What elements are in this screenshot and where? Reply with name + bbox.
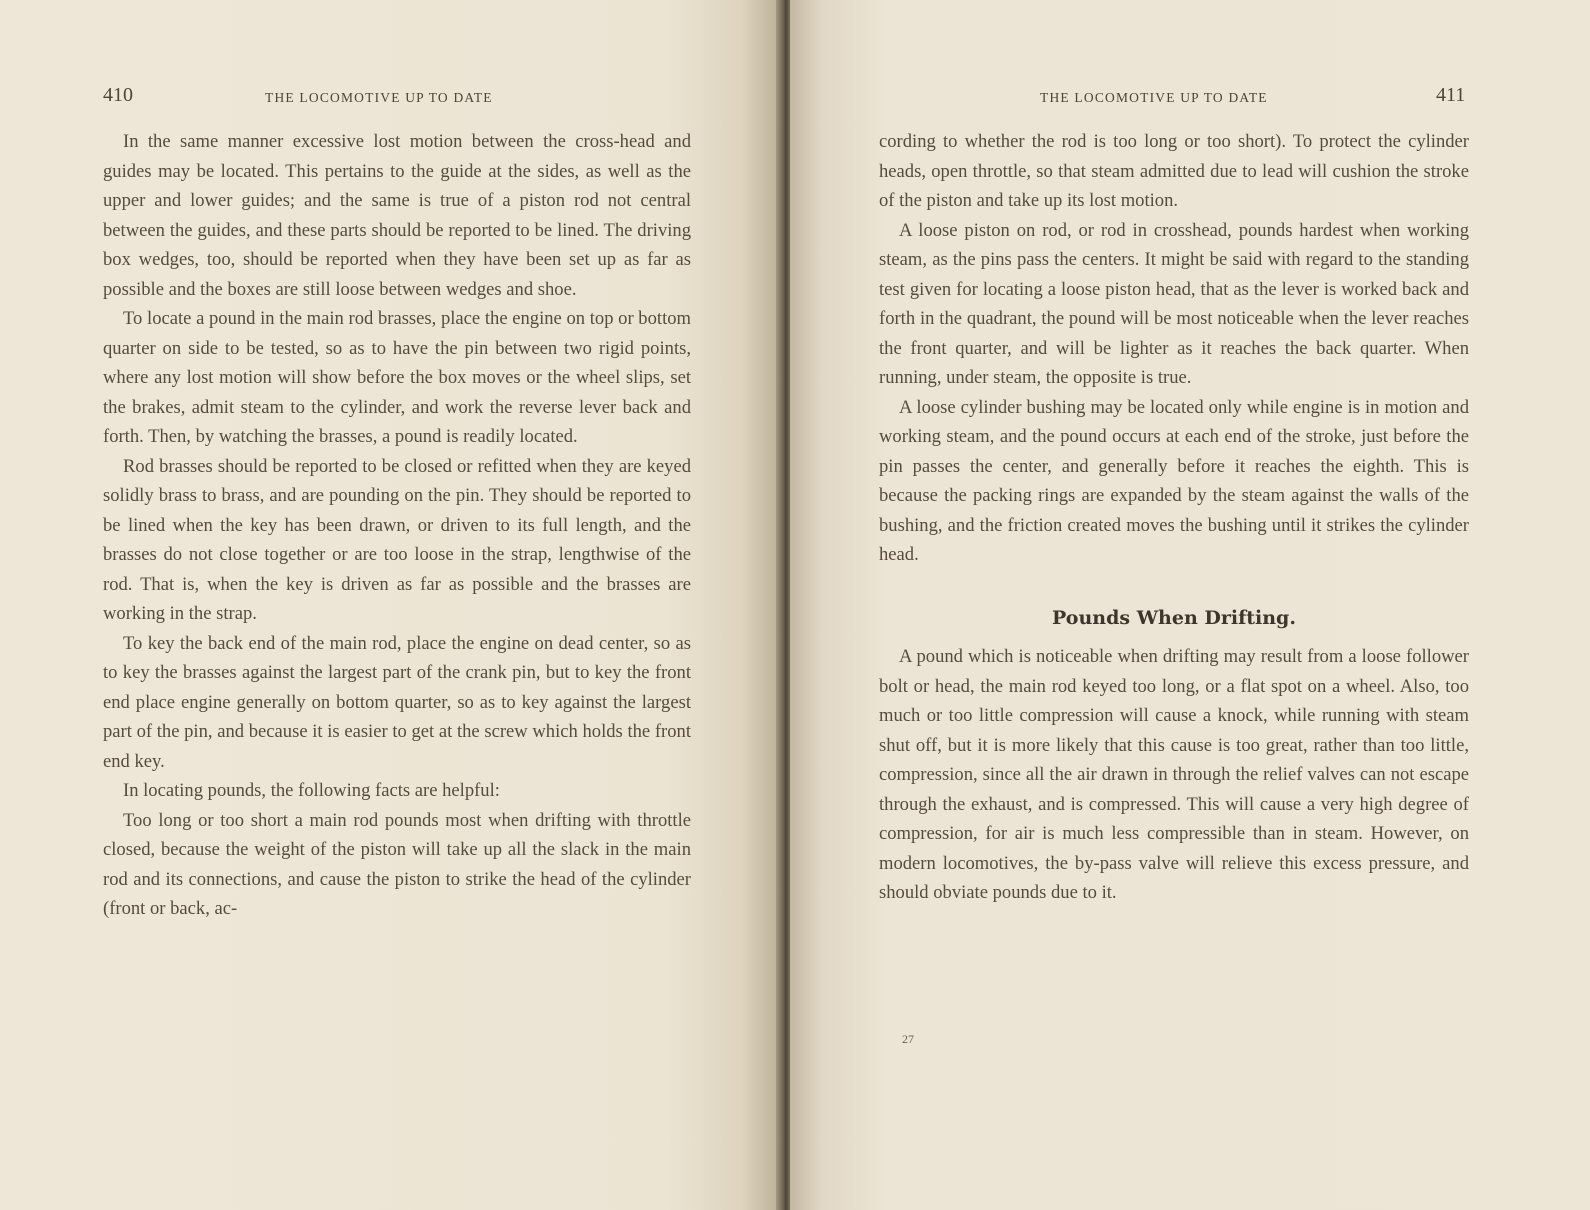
signature-mark: 27 <box>902 1032 914 1046</box>
paragraph: A pound which is noticeable when drifting may result from a loose follower bolt or head, the main rod keyed too long, or a flat spot on a wheel. Also, too much or too little compression will cause a knock, while running with steam shut off, but it is more likely that this cause is too great, rather than too little, compression, since all the air drawn in through the relief valves can not escape through the exhaust, and is compressed. This will cause a very high degree of compression, for air is much less compressible than in steam. However, on modern locomotives, the by-pass valve will relieve this excess pressure, and should obviate pounds due to it. <box>879 646 1469 903</box>
paragraph: A loose cylinder bushing may be located only while engine is in motion and working steam, and the pound occurs at each end of the stroke, just before the pin passes the center, and generally before it reaches the eighth. This is because the packing rings are expanded by the steam against the walls of the bushing, and the friction created moves the bushing until it strikes the cylinder head. <box>879 396 1469 565</box>
paragraph: cording to whether the rod is too long or too short). To protect the cylinder heads, open throttle, so that steam admitted due to lead will cushion the stroke of the piston and take up its lost motion. <box>879 131 1469 211</box>
paragraph: To locate a pound in the main rod brasses, place the engine on top or bottom quarter on side to be tested, so as to have the pin between two rigid points, where any lost motion will show before the box moves or the wheel slips, set the brakes, admit steam to the cylinder, and work the reverse lever back and forth. Then, by watching the brasses, a pound is readily located. <box>103 308 691 447</box>
paragraph: Too long or too short a main rod pounds most when drifting with throttle closed, because the weight of the piston will take up all the slack in the main rod and its connections, and cause the piston to strike the head of the cylinder (front or back, ac- <box>103 809 691 919</box>
paragraph: Rod brasses should be reported to be closed or refitted when they are keyed solidly brass to brass, and are pounding on the pin. They should be reported to be lined when the key has been drawn, or driven to its full length, and the brasses do not close together or are too loose in the strap, lengthwise of the rod. That is, when the key is driven as far as possible and the brasses are working in the strap. <box>103 455 691 624</box>
paragraph: In locating pounds, the following facts are helpful: <box>123 780 500 801</box>
right-page-number: 411 <box>1436 84 1466 106</box>
left-running-head: THE LOCOMOTIVE UP TO DATE <box>265 90 493 105</box>
left-page <box>0 0 782 1210</box>
paragraph: A loose piston on rod, or rod in crosshead, pounds hardest when working steam, as the pins pass the centers. It might be said with regard to the standing test given for locating a loose piston head, that as the lever is worked back and forth in the quadrant, the pound will be most noticeable when the lever reaches the front quarter, and will be lighter as it reaches the back quarter. When running, under steam, the opposite is true. <box>879 219 1469 388</box>
paragraph: To key the back end of the main rod, place the engine on dead center, so as to key the brasses against the largest part of the crank pin, but to key the front end place engine generally on bottom quarter, so as to key against the largest part of the pin, and because it is easier to get at the screw which holds the front end key. <box>103 632 691 772</box>
right-page <box>790 0 1590 1210</box>
left-page-body <box>103 127 691 924</box>
right-running-head: THE LOCOMOTIVE UP TO DATE <box>1040 90 1268 105</box>
right-page-body <box>879 127 1469 908</box>
left-page-number: 410 <box>103 84 133 106</box>
paragraph: In the same manner excessive lost motion between the cross-head and guides may be located. This pertains to the guide at the sides, as well as the upper and lower guides; and the same is true of a piston rod not central between the guides, and these parts should be reported to be lined. The driving box wedges, too, should be reported when they have been set up as far as possible and the boxes are still loose between wedges and shoe. <box>103 131 691 300</box>
section-heading: Pounds When Drifting. <box>1052 606 1296 629</box>
